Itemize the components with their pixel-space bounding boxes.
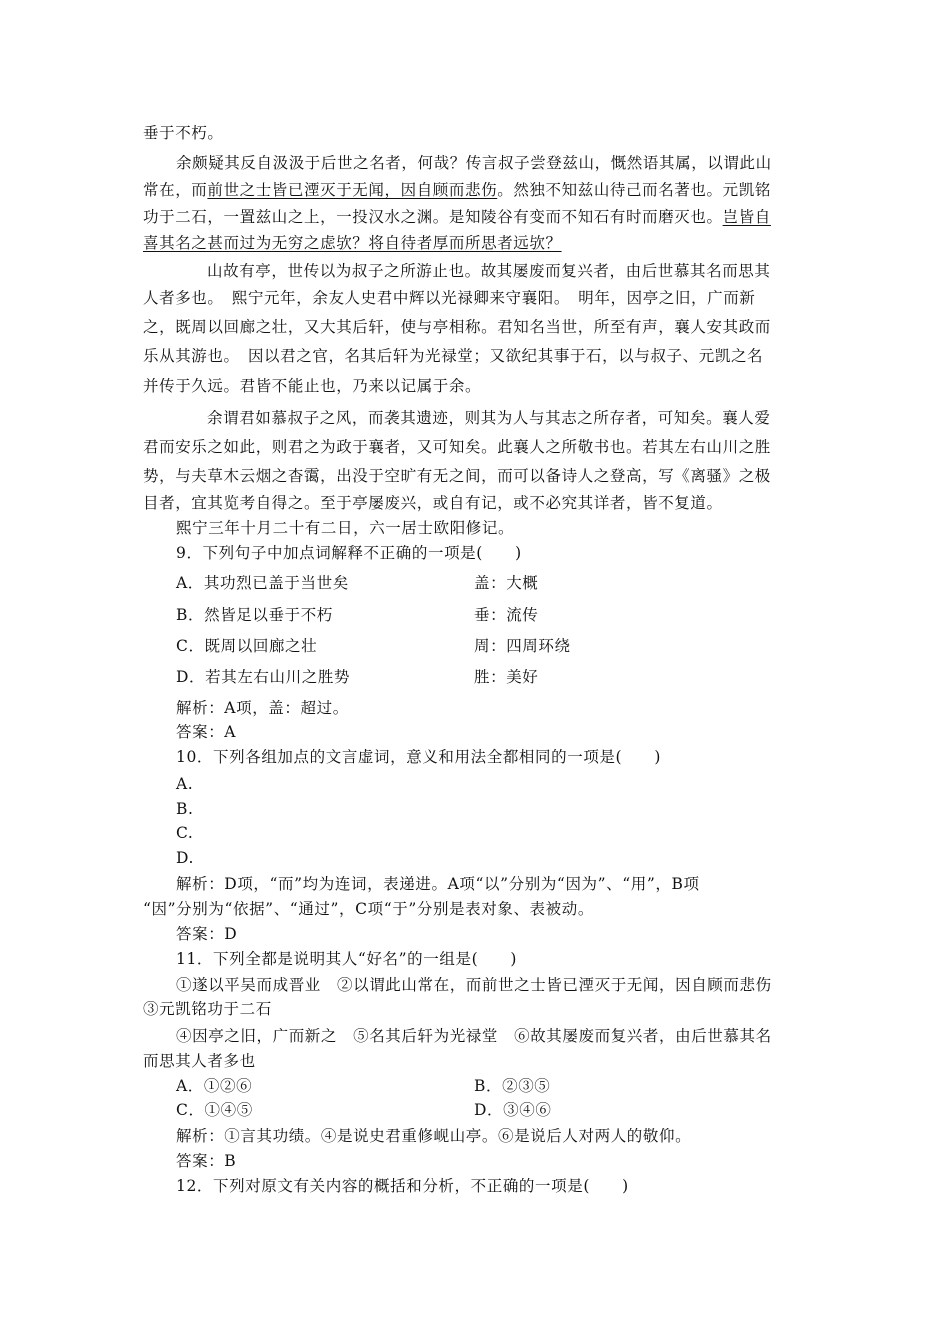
option-label: A．其功烈已盖于当世矣 bbox=[176, 574, 349, 592]
analysis-text: 解析：D项，“而”均为连词，表递进。A项“以”分别为“因为”、“用”，B项 bbox=[176, 875, 700, 893]
text-line: 功于二石，一置兹山之上，一投汉水之渊。是知陵谷有变而不知石有时而磨灭也。岂皆自 bbox=[143, 208, 771, 226]
option-label: D．若其左右山川之胜势 bbox=[176, 668, 351, 686]
underlined-sentence: 前世之士皆已湮灭于无闻，因自顾而悲伤 bbox=[207, 181, 498, 199]
text-line: 熙宁三年十月二十有二日，六一居士欧阳修记。 bbox=[176, 519, 515, 537]
option-label: C．既周以回廊之壮 bbox=[176, 637, 318, 655]
text-line: 并传于久远。君皆不能止也，乃来以记属于余。 bbox=[143, 377, 482, 395]
question-stem: 11．下列全都是说明其人“好名”的一组是( ) bbox=[176, 950, 518, 968]
text-line: 之，既周以回廊之壮，又大其后轩，使与亭相称。君知名当世，所至有声，襄人安其政而 bbox=[143, 318, 771, 336]
answer-text: 答案：D bbox=[176, 925, 238, 943]
question-items: ③元凯铭功于二石 bbox=[143, 1000, 272, 1018]
question-stem: 10．下列各组加点的文言虚词，意义和用法全都相同的一项是( ) bbox=[176, 748, 662, 766]
option-label: C. bbox=[176, 824, 194, 842]
text-line: 常在，而前世之士皆已湮灭于无闻，因自顾而悲伤。然独不知兹山待己而名著也。元凯铭 bbox=[143, 181, 771, 199]
underlined-sentence: 岂皆自 bbox=[722, 208, 771, 226]
analysis-text: “因”分别为“依据”、“通过”，C项“于”分别是表对象、表被动。 bbox=[143, 900, 594, 918]
option-gloss: 胜：美好 bbox=[474, 668, 539, 686]
question-items: ①遂以平吴而成晋业 ②以谓此山常在，而前世之士皆已湮灭于无闻，因自顾而悲伤 bbox=[176, 976, 772, 994]
text-line: 人者多也。 熙宁元年，余友人史君中辉以光禄卿来守襄阳。 明年，因亭之旧，广而新 bbox=[143, 289, 756, 307]
option-label: D．③④⑥ bbox=[474, 1101, 552, 1119]
analysis-text: 解析：①言其功绩。④是说史君重修岘山亭。⑥是说后人对两人的敬仰。 bbox=[176, 1127, 692, 1145]
answer-text: 答案：B bbox=[176, 1152, 237, 1170]
option-label: D. bbox=[176, 849, 195, 867]
text-line: 乐从其游也。 因以君之官，名其后轩为光禄堂；又欲纪其事于石，以与叔子、元凯之名 bbox=[143, 347, 764, 365]
option-label: A. bbox=[176, 775, 194, 793]
text-line: 山故有亭，世传以为叔子之所游止也。故其屡废而复兴者，由后世慕其名而思其 bbox=[207, 262, 771, 280]
option-gloss: 垂：流传 bbox=[474, 606, 539, 624]
text-line: 余颇疑其反自汲汲于后世之名者，何哉？传言叔子尝登兹山，慨然语其属，以谓此山 bbox=[176, 154, 772, 172]
option-label: B. bbox=[176, 800, 194, 818]
question-stem: 9．下列句子中加点词解释不正确的一项是( ) bbox=[176, 544, 522, 562]
option-label: A．①②⑥ bbox=[176, 1077, 253, 1095]
question-items: 而思其人者多也 bbox=[143, 1052, 256, 1070]
text-line: 垂于不朽。 bbox=[143, 124, 224, 142]
underlined-sentence: 喜其名之甚而过为无穷之虑欤？将自待者厚而所思者远欤？ bbox=[143, 234, 562, 252]
text-line: 目者，宜其览考自得之。至于亭屡废兴，或自有记，或不必究其详者，皆不复道。 bbox=[143, 494, 723, 512]
option-gloss: 周：四周环绕 bbox=[474, 637, 571, 655]
text-line: 势，与夫草木云烟之杳霭，出没于空旷有无之间，而可以备诗人之登高，写《离骚》之极 bbox=[143, 467, 771, 485]
analysis-text: 解析：A项，盖：超过。 bbox=[176, 699, 349, 717]
text-line: 余谓君如慕叔子之风，而袭其遗迹，则其为人与其志之所存者，可知矣。襄人爱 bbox=[207, 409, 771, 427]
option-label: C．①④⑤ bbox=[176, 1101, 253, 1119]
question-stem: 12．下列对原文有关内容的概括和分析，不正确的一项是( ) bbox=[176, 1177, 629, 1195]
option-label: B．然皆足以垂于不朽 bbox=[176, 606, 333, 624]
option-gloss: 盖：大概 bbox=[474, 574, 539, 592]
option-label: B．②③⑤ bbox=[474, 1077, 551, 1095]
question-items: ④因亭之旧，广而新之 ⑤名其后轩为光禄堂 ⑥故其屡废而复兴者，由后世慕其名 bbox=[176, 1027, 772, 1045]
answer-text: 答案：A bbox=[176, 723, 237, 741]
text-line: 君而安乐之如此，则君之为政于襄者，又可知矣。此襄人之所敬书也。若其左右山川之胜 bbox=[143, 438, 771, 456]
